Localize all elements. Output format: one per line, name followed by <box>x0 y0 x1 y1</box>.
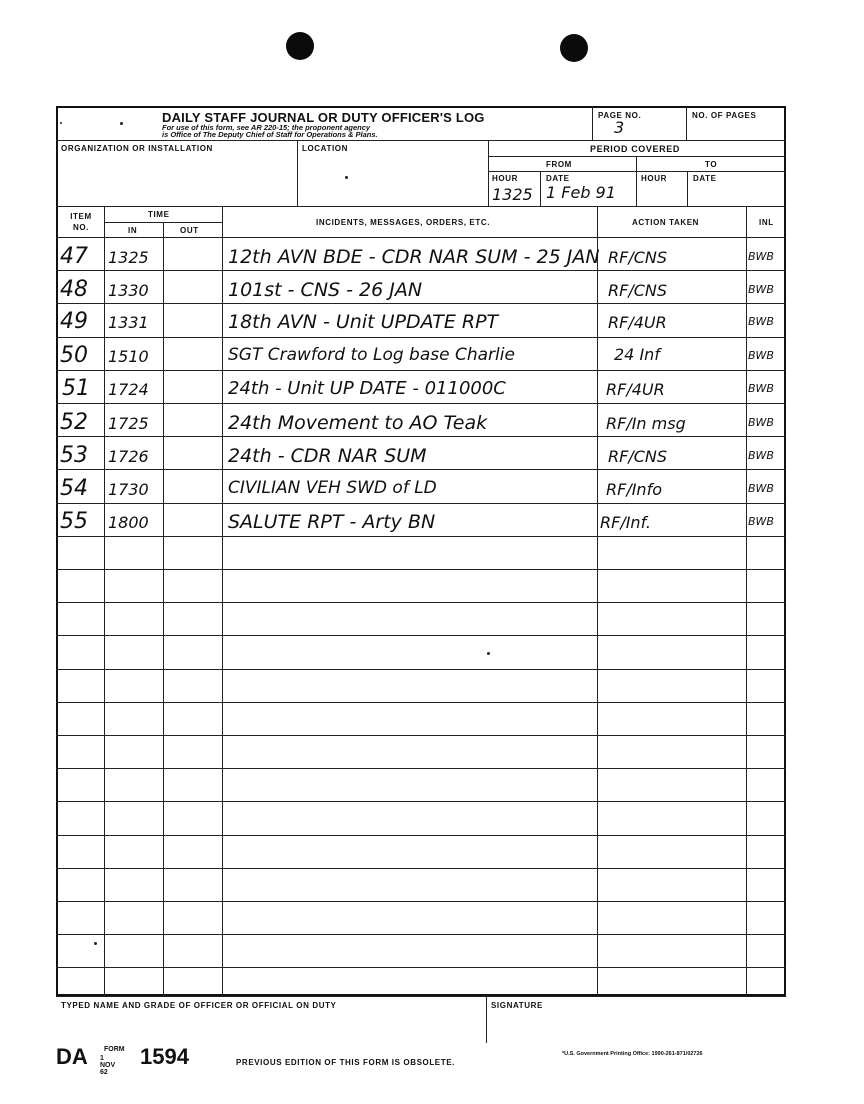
initials: BWB <box>748 283 774 296</box>
time-in: 1331 <box>108 313 149 332</box>
page-no-label: PAGE NO. <box>598 111 642 120</box>
action-taken: RF/4UR <box>608 313 667 332</box>
scan-speck <box>60 122 62 124</box>
action-taken: RF/CNS <box>608 281 668 300</box>
typed-name-label: TYPED NAME AND GRADE OF OFFICER OR OFFICIAL ON DUTY <box>61 1001 337 1010</box>
scan-speck <box>345 176 348 179</box>
scan-speck <box>487 652 490 655</box>
nov-label: 1 NOV 62 <box>100 1055 116 1076</box>
from-label: FROM <box>546 160 572 169</box>
grid-row-line <box>56 370 786 371</box>
initials: BWB <box>748 250 774 263</box>
grid-row-line <box>56 536 786 537</box>
org-label: ORGANIZATION OR INSTALLATION <box>61 144 213 153</box>
grid-row-line <box>56 403 786 404</box>
grid-row-line <box>56 337 786 338</box>
grid-row-line <box>56 503 786 504</box>
grid-row-line <box>56 768 786 769</box>
time-out-header: OUT <box>180 226 199 235</box>
initials: BWB <box>748 416 774 429</box>
action-taken: RF/CNS <box>608 447 668 466</box>
item-no: 51 <box>62 376 90 401</box>
from-hour-value: 1325 <box>492 185 533 204</box>
time-in: 1730 <box>108 480 149 499</box>
to-label: TO <box>705 160 718 169</box>
grid-row-line <box>56 868 786 869</box>
item-no: 54 <box>60 476 88 501</box>
grid-row-line <box>56 303 786 304</box>
item-no: 49 <box>60 309 88 334</box>
initials: BWB <box>748 315 774 328</box>
grid-row-line <box>56 669 786 670</box>
item-no-header: ITEM NO. <box>70 212 92 232</box>
from-date-value: 1 Feb 91 <box>546 183 616 202</box>
time-in: 1725 <box>108 414 149 433</box>
initials: BWB <box>748 349 774 362</box>
time-in: 1726 <box>108 447 149 466</box>
from-date-label: DATE <box>546 174 570 183</box>
action-taken: 24 Inf <box>614 345 660 364</box>
grid-row-line <box>56 735 786 736</box>
signature-label: SIGNATURE <box>491 1001 543 1010</box>
action-taken: RF/In msg <box>606 414 686 433</box>
grid-row-line <box>56 901 786 902</box>
entry-text: 24th - Unit UP DATE - 011000C <box>228 378 506 399</box>
form-number: 1594 <box>140 1044 189 1069</box>
grid-row-line <box>56 569 786 570</box>
entry-text: 24th Movement to AO Teak <box>228 412 488 434</box>
item-no: 48 <box>60 277 88 302</box>
time-header: TIME <box>148 210 170 219</box>
item-no: 50 <box>60 343 88 368</box>
scan-speck <box>94 942 97 945</box>
entry-text: 24th - CDR NAR SUM <box>228 445 427 467</box>
initials: BWB <box>748 382 774 395</box>
time-in: 1325 <box>108 248 149 267</box>
no-of-pages-label: NO. OF PAGES <box>692 111 757 120</box>
printing-office-note: *U.S. Government Printing Office: 1990-261-871/02726 <box>562 1051 703 1057</box>
punch-hole-right <box>560 34 588 62</box>
entry-text: SGT Crawford to Log base Charlie <box>228 345 515 365</box>
location-label: LOCATION <box>302 144 348 153</box>
to-date-label: DATE <box>693 174 717 183</box>
grid-row-line <box>56 602 786 603</box>
grid-row-line <box>56 469 786 470</box>
grid-row-line <box>56 270 786 271</box>
item-no: 53 <box>60 443 88 468</box>
entry-text: CIVILIAN VEH SWD of LD <box>228 478 437 498</box>
grid-row-line <box>56 996 786 997</box>
entry-text: SALUTE RPT - Arty BN <box>228 511 436 533</box>
entry-text: 18th AVN - Unit UPDATE RPT <box>228 311 499 333</box>
grid-row-line <box>56 967 786 968</box>
time-in: 1510 <box>108 347 149 366</box>
item-no: 55 <box>60 509 88 534</box>
time-in: 1800 <box>108 513 149 532</box>
item-no: 47 <box>60 244 88 269</box>
period-covered-label: PERIOD COVERED <box>590 144 680 154</box>
action-taken-header: ACTION TAKEN <box>632 218 700 227</box>
initials: BWB <box>748 515 774 528</box>
item-no: 52 <box>60 410 88 435</box>
form-subtitle-2: is Office of The Deputy Chief of Staff for Operations & Plans. <box>162 130 378 139</box>
previous-edition-note: PREVIOUS EDITION OF THIS FORM IS OBSOLETE. <box>236 1058 455 1067</box>
page-no-value: 3 <box>614 118 625 137</box>
initials: BWB <box>748 449 774 462</box>
initials-header: INL <box>759 218 774 227</box>
scan-speck <box>120 122 123 125</box>
grid-row-line <box>56 835 786 836</box>
action-taken: RF/CNS <box>608 248 668 267</box>
grid-row-line <box>56 801 786 802</box>
entry-text: 101st - CNS - 26 JAN <box>228 279 423 301</box>
form-frame <box>56 106 786 996</box>
initials: BWB <box>748 482 774 495</box>
action-taken: RF/Info <box>606 480 662 499</box>
form-subtitle-1: For use of this form, see AR 220-15; the proponent agency <box>162 123 371 132</box>
action-taken: RF/4UR <box>606 380 665 399</box>
grid-row-line <box>56 635 786 636</box>
da-text: DA <box>56 1044 88 1069</box>
form-label: FORM <box>104 1046 125 1053</box>
punch-hole-left <box>286 32 314 60</box>
from-hour-label: HOUR <box>492 174 518 183</box>
grid-row-line <box>56 934 786 935</box>
grid-row-line <box>56 436 786 437</box>
action-taken: RF/Inf. <box>600 513 652 532</box>
grid-row-line <box>56 237 786 238</box>
incidents-header: INCIDENTS, MESSAGES, ORDERS, ETC. <box>316 218 491 227</box>
to-hour-label: HOUR <box>641 174 667 183</box>
entry-text: 12th AVN BDE - CDR NAR SUM - 25 JAN <box>228 246 600 268</box>
grid-row-line <box>56 702 786 703</box>
time-in-header: IN <box>128 226 138 235</box>
time-in: 1724 <box>108 380 149 399</box>
time-in: 1330 <box>108 281 149 300</box>
form-title: DAILY STAFF JOURNAL OR DUTY OFFICER'S LOG <box>162 110 485 125</box>
